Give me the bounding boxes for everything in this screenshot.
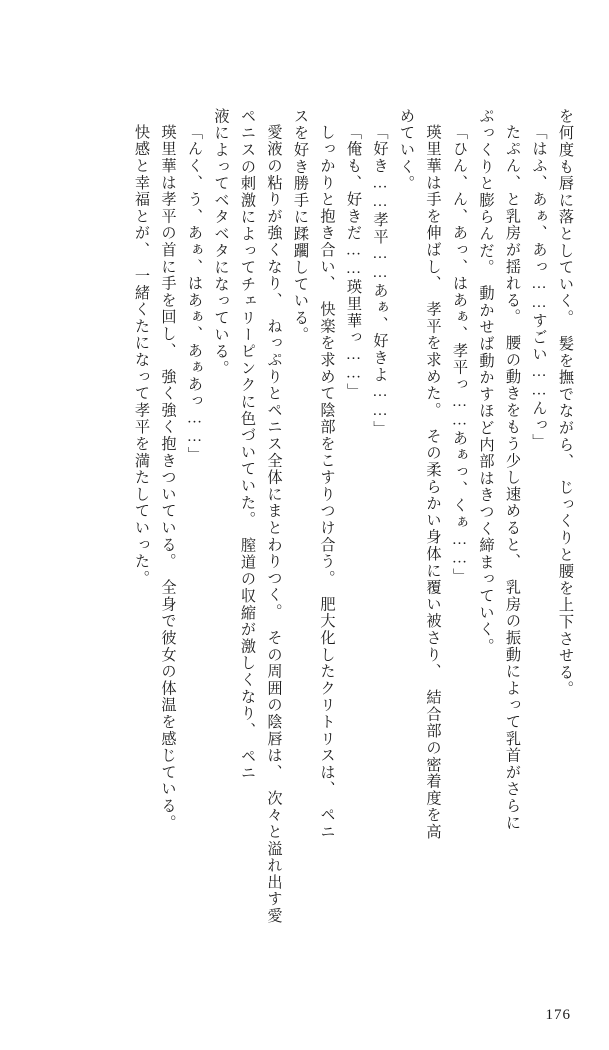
text-column: ペニスの刺激によってチェリーピンクに色づいていた。 膣道の収縮が激しくなり、 ペニ	[239, 108, 256, 782]
text-column: スを好き勝手に蹂躙している。	[292, 108, 309, 344]
text-column: 「んく、う、あぁ、はあぁ、あぁあっ……」	[186, 124, 203, 464]
text-column: 瑛里華は手を伸ばし、 孝平を求めた。 その柔らかい身体に覆い被さり、 結合部の密着度を高	[424, 124, 442, 841]
text-column: 瑛里華は孝平の首に手を回し、 強く強く抱きついている。 全身で彼女の体温を感じている。	[159, 124, 177, 832]
text-column: 「俺も、好きだ……瑛里華っ……」	[345, 124, 362, 400]
text-column: 液によってベタベタになっている。	[212, 108, 230, 377]
text-column: たぷん、と乳房が揺れる。 腰の動きをもう少し速めると、 乳房の振動によって乳首がさらに	[504, 124, 521, 832]
text-column: 愛液の粘りが強くなり、 ねっぷりとペニス全体にまとわりつく。 その周囲の陰唇は、 次々と溢れ出す愛	[265, 124, 283, 925]
text-column: 「ひん、ん、あっ、はあぁ、孝平っ……あぁっ、くぁ……」	[451, 124, 468, 585]
text-column: めていく。	[398, 108, 415, 192]
text-column: 「はふ、あぁ、あっ……すごい……んっ」	[530, 124, 548, 451]
text-column: 快感と幸福とが、 一緒くたになって孝平を満たしていった。	[133, 124, 150, 587]
text-column: しっかりと抱き合い、 快楽を求めて陰部をこすりつけ合う。 肥大化したクリトリスは、 ペニ	[318, 124, 336, 841]
text-column: を何度も唇に落としていく。 髪を撫でながら、 じっくりと腰を上下させる。	[557, 108, 574, 698]
page-number: 176	[545, 1007, 571, 1023]
vertical-text-block	[52, 108, 573, 978]
text-column: 「好き……孝平……あぁ、好きよ……」	[371, 124, 389, 438]
text-column: ぷっくりと膨らんだ。 動かせば動かすほど内部はきつく締まっていく。	[477, 108, 495, 655]
